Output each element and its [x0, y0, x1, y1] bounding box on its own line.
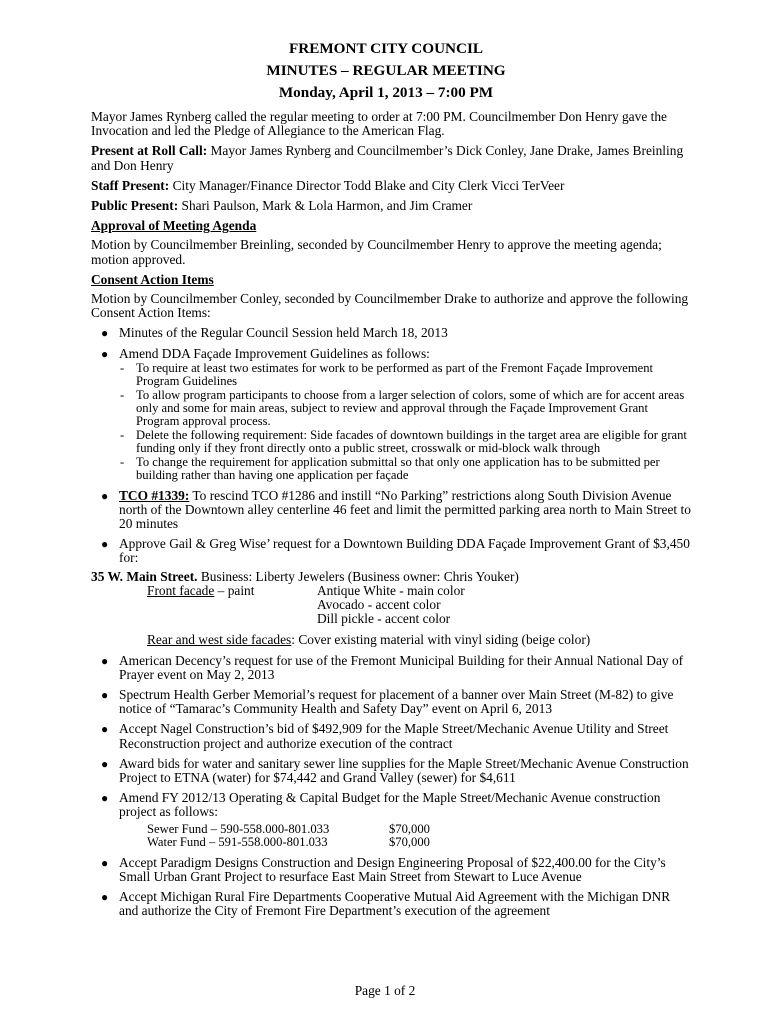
fund-amount: $70,000 [389, 821, 430, 836]
agenda-paragraph: Motion by Councilmember Breinling, seconded by Councilmember Henry to approve the meeting agenda; motion approved. [91, 237, 662, 267]
list-item [91, 347, 691, 483]
bullet-icon: ● [101, 326, 109, 341]
meeting-date: Monday, April 1, 2013 – 7:00 PM [278, 84, 494, 101]
consent-item-paradigm: Accept Paradigm Designs Construction and Design Engineering Proposal of $22,400.00 for the City’s Small Urban Grant Project to resurface East Main Street from Stewart to Luce Avenue [119, 854, 666, 884]
list-item [91, 791, 691, 850]
bullet-icon: ● [101, 488, 109, 503]
list-item [91, 489, 691, 532]
consent-intro: Motion by Councilmember Conley, seconded by Councilmember Drake to authorize and approve the following Consent Action Items: [91, 291, 689, 321]
staff-label: Staff Present: [91, 177, 170, 193]
page-content [91, 38, 691, 925]
agenda-heading: Approval of Meeting Agenda [91, 218, 257, 234]
front-facade-suffix: – paint [214, 582, 255, 598]
business-address: 35 W. Main Street. [91, 568, 198, 584]
public-paragraph [91, 199, 691, 213]
sub-item-text: Delete the following requirement: Side facades of downtown buildings in the target area are eligible for grant funding only if they front directly onto a public street, crosswalk or mid-block walk through [136, 427, 687, 456]
roll-call-paragraph [91, 144, 691, 172]
bullet-icon: ● [101, 722, 109, 737]
list-item [91, 757, 691, 785]
sub-item-text: To change the requirement for application submittal so that only one application has to be submitted per building rather than having one application per façade [136, 454, 660, 483]
rear-facades-line [147, 633, 691, 647]
dash-icon: - [120, 360, 125, 375]
council-title: FREMONT CITY COUNCIL [288, 40, 484, 57]
grant-details [91, 570, 691, 648]
consent-item-banner: Spectrum Health Gerber Memorial’s request for placement of a banner over Main Street (M-82) to give notice of “Tamarac’s Community Health and Safety Day” event on April 6, 2013 [119, 686, 674, 717]
public-text: Shari Paulson, Mark & Lola Harmon, and Jim Cramer [181, 198, 473, 214]
facade-guidelines-sublist [119, 362, 691, 483]
consent-items-list-continued [91, 654, 691, 919]
minutes-title: MINUTES – REGULAR MEETING [266, 62, 506, 79]
color-main: Antique White - main color [317, 582, 465, 598]
public-label: Public Present: [91, 198, 179, 214]
list-item [91, 326, 691, 340]
fund-amount: $70,000 [389, 835, 430, 850]
front-facade-label [147, 584, 317, 598]
business-text: Business: Liberty Jewelers (Business owner: Chris Youker) [197, 568, 519, 584]
fund-row [147, 823, 691, 837]
staff-text: City Manager/Finance Director Todd Blake and City Clerk Vicci TerVeer [172, 177, 565, 193]
page-number: Page 1 of 2 [354, 983, 416, 998]
roll-call-text: Mayor James Rynberg and Councilmember’s Dick Conley, Jane Drake, James Breinling and Don Henry [91, 143, 684, 173]
bullet-icon: ● [101, 890, 109, 905]
consent-items-list [91, 326, 691, 565]
roll-call-label: Present at Roll Call: [91, 143, 208, 159]
consent-item-day-of-prayer: American Decency’s request for use of the Fremont Municipal Building for their Annual National Day of Prayer event on May 2, 2013 [119, 652, 684, 682]
list-item [91, 890, 691, 918]
list-item [91, 688, 691, 716]
rear-facades-label: Rear and west side facades [147, 632, 292, 648]
business-line [91, 570, 691, 584]
consent-heading: Consent Action Items [91, 271, 214, 287]
front-facade-text: Front facade [147, 582, 215, 598]
fund-name: Water Fund – 591-558.000-801.033 [147, 835, 328, 850]
sub-list-item [119, 362, 691, 389]
color-accent-1: Avocado - accent color [317, 596, 441, 612]
color-accent-2: Dill pickle - accent color [317, 611, 451, 627]
budget-funds [147, 823, 691, 850]
sub-list-item [119, 429, 691, 456]
consent-item-minutes: Minutes of the Regular Council Session held March 18, 2013 [119, 325, 448, 341]
sub-list-item [119, 456, 691, 483]
list-item [91, 856, 691, 884]
consent-item-mutual-aid: Accept Michigan Rural Fire Departments Cooperative Mutual Aid Agreement with the Michigan DNR and authorize the City of Fremont Fire Department’s execution of the agreement [119, 889, 671, 919]
bullet-icon: ● [101, 791, 109, 806]
fund-row [147, 836, 691, 850]
consent-item-facade-guidelines: Amend DDA Façade Improvement Guidelines as follows: [119, 345, 430, 361]
consent-item-facade-grant: Approve Gail & Greg Wise’ request for a Downtown Building DDA Façade Improvement Grant of $3,450 for: [119, 536, 690, 566]
tco-number: TCO #1339: [119, 487, 190, 503]
bullet-icon: ● [101, 346, 109, 361]
tco-text: To rescind TCO #1286 and instill “No Parking” restrictions along South Division Avenue north of the Downtown alley centerline 46 feet and limit the permitted parking area north to Main Street to 20 minutes [119, 487, 691, 531]
dash-icon: - [120, 454, 125, 469]
dash-icon: - [120, 427, 125, 442]
fund-name: Sewer Fund – 590-558.000-801.033 [147, 821, 330, 836]
sub-item-text: To require at least two estimates for work to be performed as part of the Fremont Façade Improvement Program Guidelines [136, 360, 654, 389]
staff-paragraph [91, 179, 691, 193]
bullet-icon: ● [101, 756, 109, 771]
rear-facades-text: : Cover existing material with vinyl siding (beige color) [291, 632, 591, 648]
dash-icon: - [120, 387, 125, 402]
bullet-icon: ● [101, 687, 109, 702]
bullet-icon: ● [101, 653, 109, 668]
list-item [91, 537, 691, 565]
consent-item-budget-amend: Amend FY 2012/13 Operating & Capital Budget for the Maple Street/Mechanic Avenue construction project as follows: [119, 790, 661, 820]
list-item [91, 722, 691, 750]
front-facade-colors [147, 584, 691, 627]
title-block [91, 38, 681, 104]
sub-list-item [119, 389, 691, 429]
sub-item-text: To allow program participants to choose from a larger selection of colors, some of which are for accent areas only and some for main areas, subject to review and approval through the Façade Improvement Grant Program approval process. [136, 387, 685, 429]
consent-item-nagel-bid: Accept Nagel Construction’s bid of $492,909 for the Maple Street/Mechanic Avenue Utility and Street Reconstruction project and authorize execution of the contract [119, 721, 669, 751]
bullet-icon: ● [101, 537, 109, 552]
bullet-icon: ● [101, 855, 109, 870]
list-item [91, 654, 691, 682]
consent-item-award-bids: Award bids for water and sanitary sewer line supplies for the Maple Street/Mechanic Avenue Construction Project to ETNA (water) for $74,442 and Grand Valley (sewer) for $4,611 [119, 755, 689, 785]
intro-paragraph: Mayor James Rynberg called the regular meeting to order at 7:00 PM. Councilmember Don Henry gave the Invocation and led the Pledge of Allegiance to the American Flag. [91, 109, 667, 139]
